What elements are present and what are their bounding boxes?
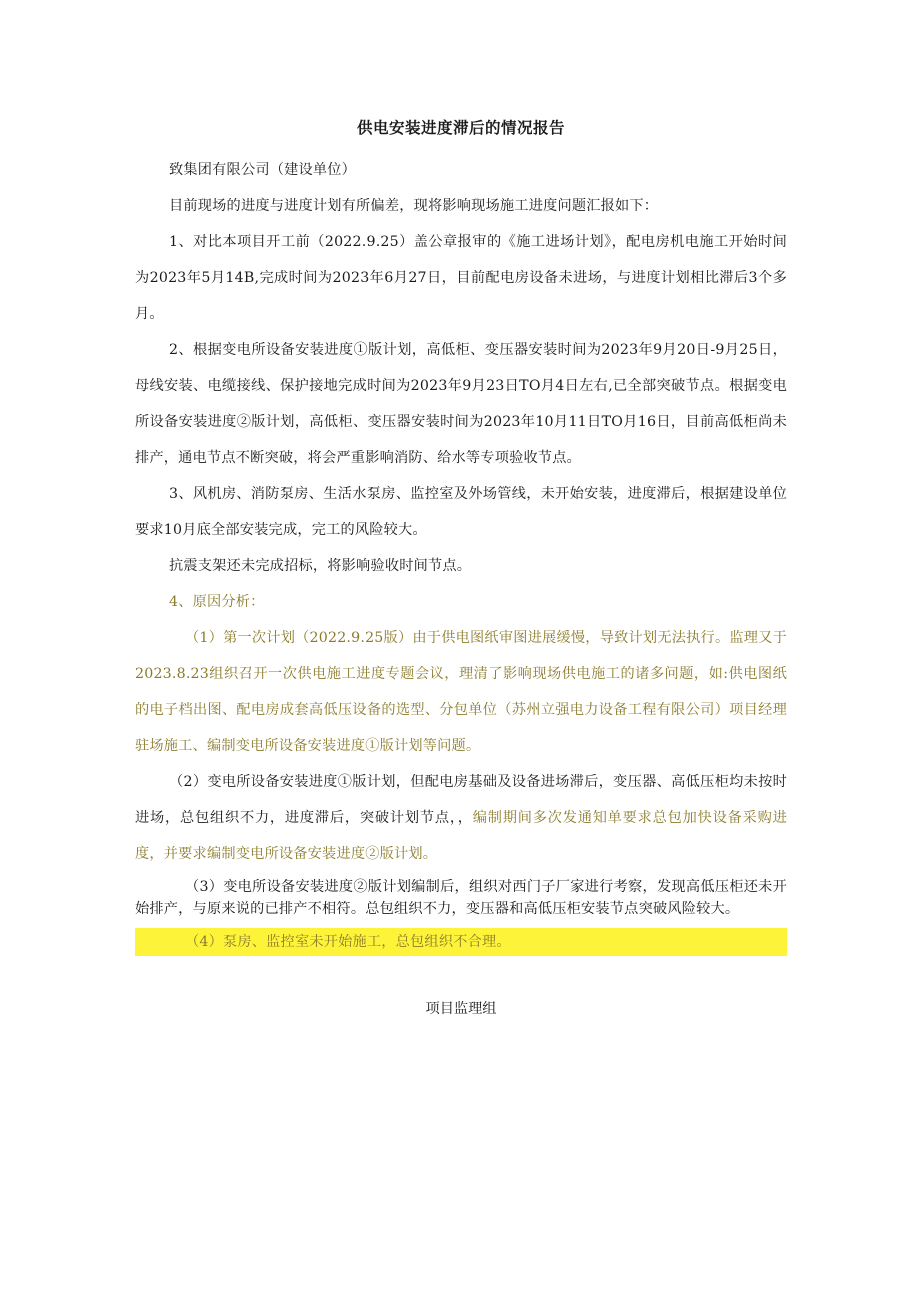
cause-2-main-text: （2）变电所设备安装进度①版计划，但配电房基础及设备进场滞后，变压器、高低压柜均未按时进场，总包组织不力，进度滞后，突破计划节点，， — [135, 774, 787, 826]
cause-4-highlighted-paragraph: （4）泵房、监控室未开始施工，总包组织不合理。 — [135, 928, 787, 956]
cause-3-paragraph: （3）变电所设备安装进度②版计划编制后，组织对西门子厂家进行考察，发现高低压柜还未开始排产，与原来说的已排产不相符。总包组织不力，变压器和高低压柜安装节点突破风险较大。 — [135, 879, 787, 917]
recipient-line: 致集团有限公司（建设单位） — [169, 162, 357, 178]
item-2-paragraph: 2、根据变电所设备安装进度①版计划，高低柜、变压器安装时间为2023年9月20日-9月25日，母线安装、电缆接线、保护接地完成时间为2023年9月23日TO月4日左右,已全部突破节点。根据变电所设备安装进度②版计划，高低柜、变压器安装时间为2023年10月11日TO月16日，目前高低柜尚未排产，通电节点不断突破，将会严重影响消防、给水等专项验收节点。 — [135, 342, 787, 466]
intro-paragraph: 目前现场的进度与进度计划有所偏差，现将影响现场施工进度问题汇报如下： — [169, 198, 659, 214]
document-title: 供电安装进度滞后的情况报告 — [356, 119, 565, 137]
cause-analysis-heading: 4、原因分析： — [169, 594, 265, 610]
cause-2-tail-text: 编制期间多次发通知单要求总包加快设备采购进度，并要求编制变电所设备安装进度②版计划。 — [135, 810, 787, 862]
item-3-paragraph: 3、风机房、消防泵房、生活水泵房、监控室及外场管线，未开始安装，进度滞后，根据建设单位要求10月底全部安装完成，完工的风险较大。 — [135, 486, 787, 538]
seismic-paragraph: 抗震支架还未完成招标，将影响验收时间节点。 — [169, 558, 472, 574]
item-1-paragraph: 1、对比本项目开工前（2022.9.25）盖公章报审的《施工进场计划》，配电房机电施工开始时间为2023年5月14B,完成时间为2023年6月27日，目前配电房设备未进场，与进度计划相比滞后3个多月。 — [135, 234, 787, 322]
cause-1-main-text: （1）第一次计划（2022.9.25版）由于供电图纸审图进展缓慢，导致计划无法执行。监理又于2023.8.23组织召开一次供电施工进度专题会议，理清了影响现场供电施工的诸多问题，如:供电图纸的电子档出图、配电房成套高低压设备的选型、分包单位（苏州立强电力设备工程有限公司）项目经理驻场施工、编制变电所设备安装进度①版 — [135, 630, 787, 754]
cause-1-paragraph — [135, 620, 787, 764]
cause-2-paragraph — [135, 764, 787, 872]
signature: 项目监理组 — [425, 1001, 497, 1017]
document-page — [135, 116, 787, 1032]
cause-1-tail-text: 计划等问题。 — [393, 738, 481, 754]
